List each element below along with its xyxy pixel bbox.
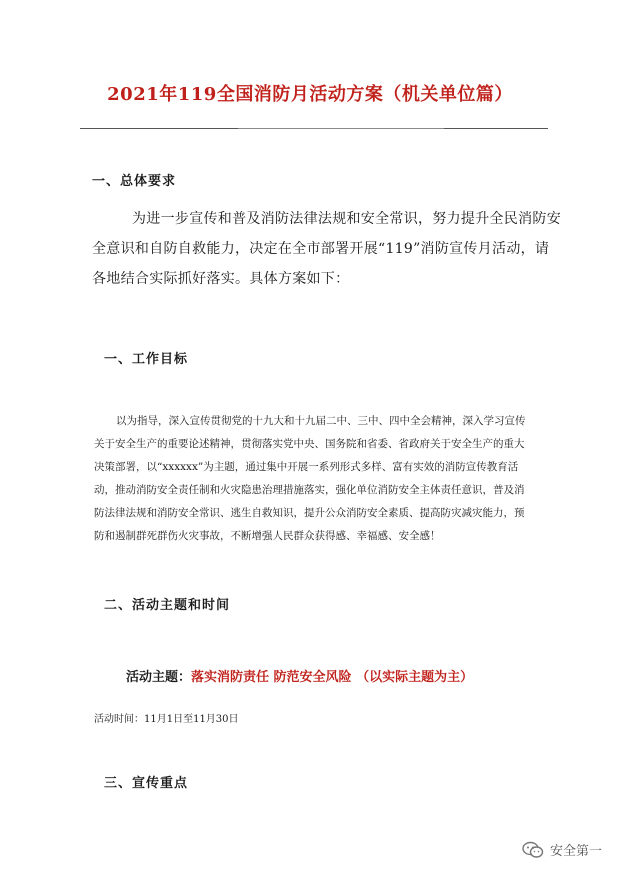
watermark-text: 安全第一 [549,844,602,859]
section-heading-focus: 三、宣传重点 [104,776,189,791]
activity-theme-value: 落实消防责任 防范安全风险 （以实际主题为主） [191,670,474,685]
title-divider-middle [238,128,444,129]
title-divider-right [444,128,548,129]
section-heading-overall: 一、总体要求 [92,174,177,189]
title-divider-left [80,128,238,129]
section-goal-text: 以为指导，深入宣传贯彻党的十九大和十九届二中、三中、四中全会精神，深入学习宣传关于安全生产的重要论述精神，贯彻落实党中央、国务院和省委、省政府关于安全生产的重大决策部署，以“xxxxxx”为主题，通过集中开展一系列形式多样、富有实效的消防宣传教育活动，推动消防安全责任制和火灾隐患治理措施落实，强化单位消防安全主体责任意识，普及消防法律法规和消防安全常识、逃生自救知识，提升公众消防安全素质、提高防灾减灾能力，预防和遏制群死群伤火灾事故，不断增强人民群众获得感、幸福感、安全感！ [94,415,526,542]
section-heading-theme: 二、活动主题和时间 [104,598,231,613]
activity-theme-line [126,666,473,685]
wechat-icon [522,841,544,859]
section-overall-paragraph [92,204,562,294]
activity-time: 活动时间：11月1日至11月30日 [94,714,239,725]
activity-theme-label: 活动主题： [126,670,192,685]
watermark [522,840,602,859]
section-overall-text: 为进一步宣传和普及消防法律法规和安全常识，努力提升全民消防安全意识和自防自救能力，决定在全市部署开展“119”消防宣传月活动，请各地结合实际抓好落实。具体方案如下： [92,211,561,287]
document-title: 2021年119全国消防月活动方案（机关单位篇） [107,84,513,105]
section-heading-goal: 一、工作目标 [104,352,189,367]
section-goal-paragraph [94,410,534,548]
